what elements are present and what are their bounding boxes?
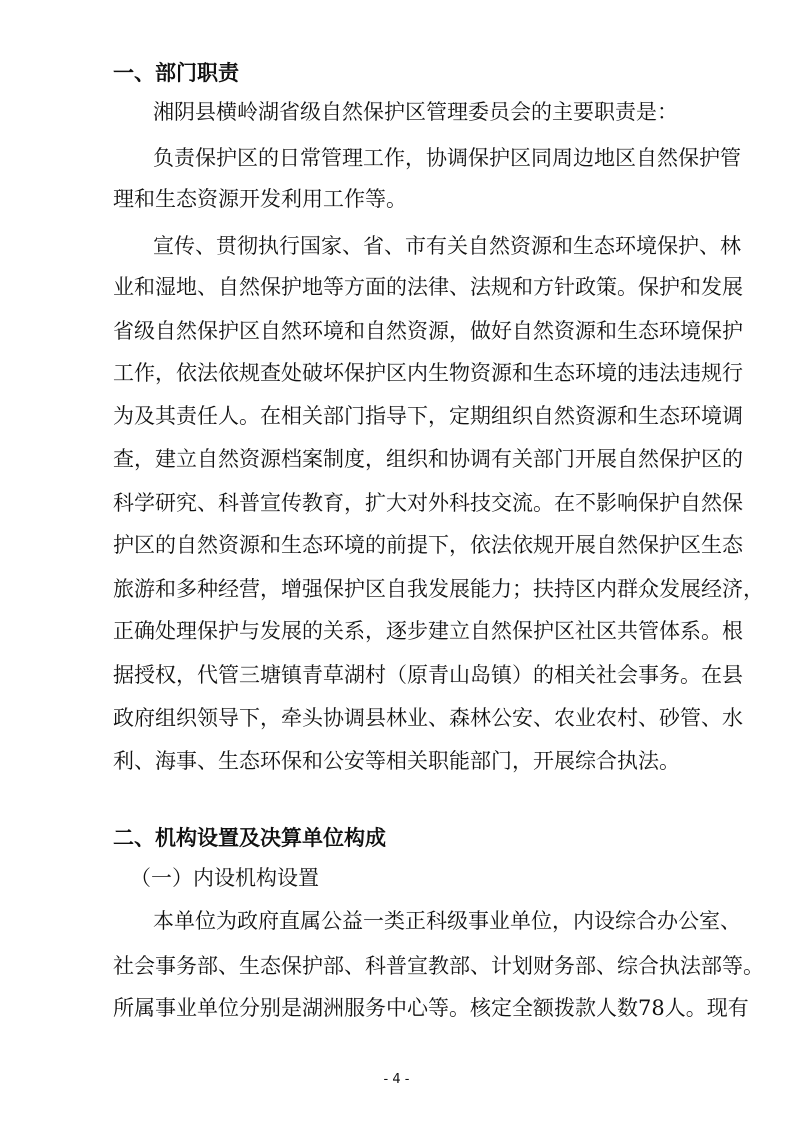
s1-p2-line-12: 政府组织领导下，牵头协调县林业、森林公安、农业农村、砂管、水 [113,706,743,730]
s1-p2-line-3: 省级自然保护区自然环境和自然资源，做好自然资源和生态环境保护 [113,319,743,343]
s2-p1-line-3: 所属事业单位分别是湖洲服务中心等。核定全额拨款人数78人。现有 [113,996,749,1020]
s1-p2-line-6: 查，建立自然资源档案制度，组织和协调有关部门开展自然保护区的 [113,447,743,471]
s1-p2-line-2: 业和湿地、自然保护地等方面的法律、法规和方针政策。保护和发展 [113,275,743,299]
s1-p2-line-1: 宣传、贯彻执行国家、省、市有关自然资源和生态环境保护、林 [153,234,741,258]
s2-p1-line-1: 本单位为政府直属公益一类正科级事业单位，内设综合办公室、 [153,909,741,933]
s1-p2-line-9: 旅游和多种经营，增强保护区自我发展能力；扶持区内群众发展经济， [113,577,764,601]
s1-p2-line-7: 科学研究、科普宣传教育，扩大对外科技交流。在不影响保护自然保 [113,491,743,515]
s1-p1-line-2: 理和生态资源开发利用工作等。 [113,187,407,211]
section-1-intro: 湘阴县横岭湖省级自然保护区管理委员会的主要职责是： [153,100,678,124]
s1-p2-line-5: 为及其责任人。在相关部门指导下，定期组织自然资源和生态环境调 [113,404,743,428]
page-number: - 4 - [383,1072,410,1087]
s2-p1-line-2: 社会事务部、生态保护部、科普宣教部、计划财务部、综合执法部等。 [113,954,764,978]
s1-p2-line-8: 护区的自然资源和生态环境的前提下，依法依规开展自然保护区生态 [113,533,743,557]
section-2-subheading: （一）内设机构设置 [130,866,319,890]
s1-p2-line-11: 据授权，代管三塘镇青草湖村（原青山岛镇）的相关社会事务。在县 [113,663,743,687]
s1-p2-line-4: 工作，依法依规查处破坏保护区内生物资源和生态环境的违法违规行 [113,361,743,385]
section-2-heading: 二、机构设置及决算单位构成 [113,826,386,850]
s1-p2-line-10: 正确处理保护与发展的关系，逐步建立自然保护区社区共管体系。根 [113,619,743,643]
s1-p2-line-13: 利、海事、生态环保和公安等相关职能部门，开展综合执法。 [113,749,680,773]
s1-p1-line-1: 负责保护区的日常管理工作，协调保护区同周边地区自然保护管 [153,146,741,170]
section-1-heading: 一、部门职责 [113,61,239,85]
